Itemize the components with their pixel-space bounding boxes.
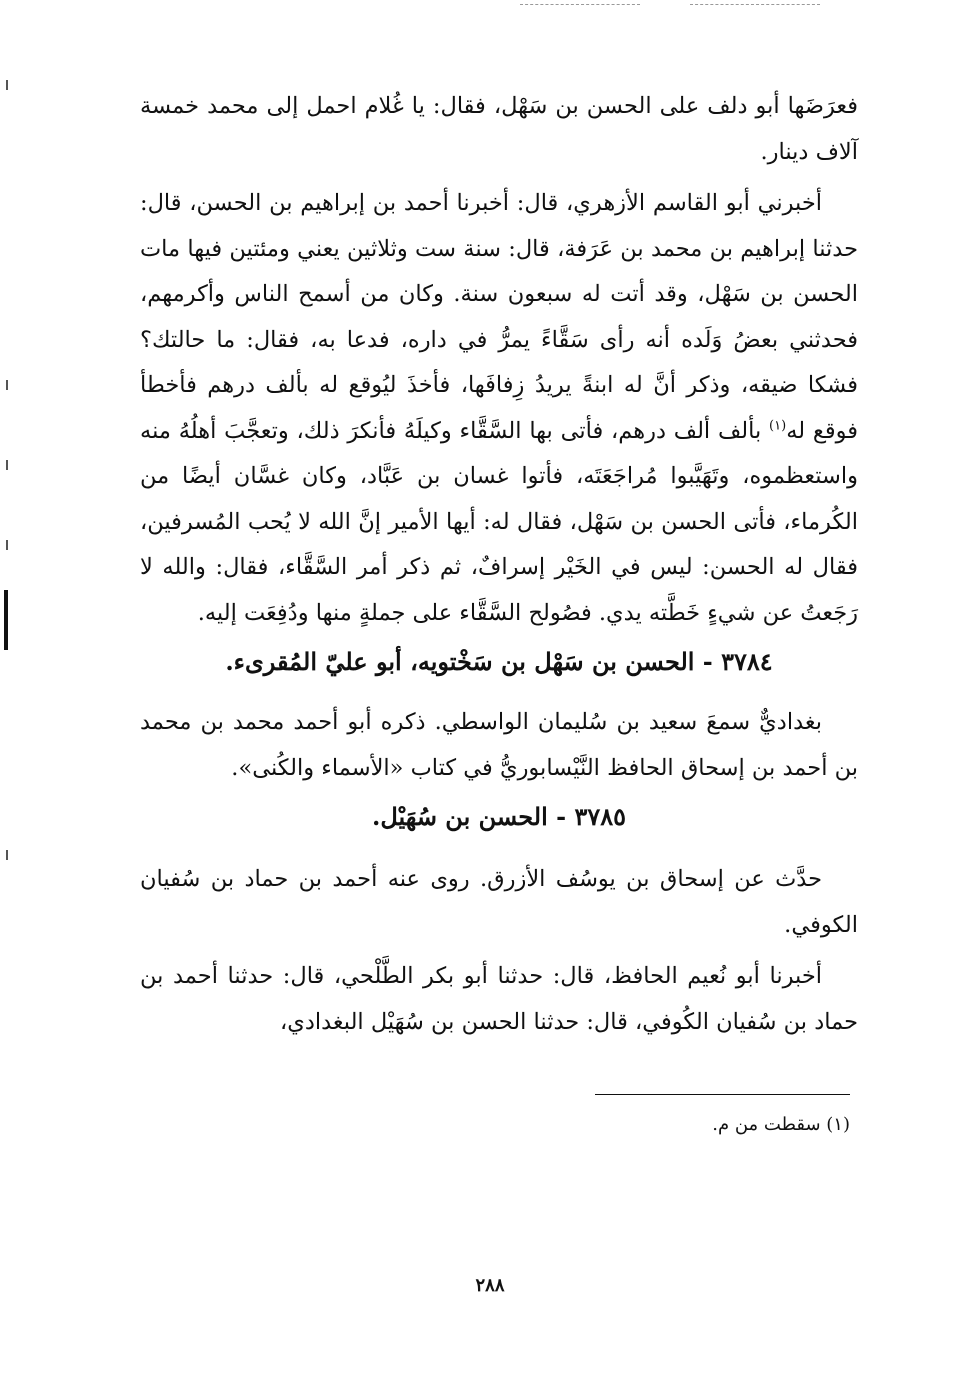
paragraph-1: فعرَضَها أبو دلف على الحسن بن سَهْل، فقال: يا غُلام احمل إلى محمد خمسة آلاف دينار. xyxy=(140,93,858,165)
paragraph-2-text: أخبرني أبو القاسم الأزهري، قال: أخبرنا أحمد بن إبراهيم بن الحسن، قال: حدثنا إبراهيم بن محمد بن عَرَفة، قال: سنة ست وثلاثين يعني ومئتين فيها مات الحسن بن سَهْل، وقد أتت له سبعون سنة. وكان من أسمح الناس وأكرمهم، فحدثني بعضُ وَلَده أنه رأى سَقَّاءً يمرُّ في داره، فدعا به، فقال: ما حالتك؟ فشكا ضيقه، وذكر أنَّ له ابنةً يريدُ زِفافَها، فأخذَ ليُوقع له بألف درهم فأخطأ فوقع له xyxy=(140,190,859,444)
entry-body-3785-isnad: أخبرنا أبو نُعيم الحافظ، قال: حدثنا أبو بكر الطَّلْحي، قال: حدثنا أحمد بن حماد بن سُفيان الكُوفي، قال: حدثنا الحسن بن سُهَيْل البغدادي، xyxy=(140,963,858,1035)
main-text xyxy=(140,84,858,1045)
footnote-reference: (١) xyxy=(769,418,787,433)
margin-scan-mark xyxy=(6,80,8,90)
margin-scan-mark xyxy=(6,850,8,860)
margin-scan-mark xyxy=(6,540,8,550)
top-edge-mark xyxy=(520,4,640,5)
paragraph-2-continuation: بألف ألف درهم، فأتى بها السَّقَّاء وكيلَهُ فأنكرَ ذلك، وتعجَّبَ أهلُهُ منه واستعظموه، وتَهَيَّبوا مُراجَعَتَه، فأتوا غسان بن عَبَّاد، وكان غسَّان أيضًا من الكُرماء، فأتى الحسن بن سَهْل، فقال له: أيها الأمير إنَّ الله لا يُحب المُسرفين، فقال له الحسن: ليس في الخَيْر إسرافٌ، ثم ذكر أمر السَّقَّاء، فقال: والله لا رَجَعتُ عن شيءٍ خَطَّته يدي. فصُولح السَّقَّاء على جملةٍ منها ودُفِعَت إليه. xyxy=(140,417,858,626)
entry-body-3784: بغداديٌّ سمعَ سعيد بن سُليمان الواسطي. ذكره أبو أحمد محمد بن محمد بن أحمد بن إسحاق الحافظ النَّيْسابوريُّ في كتاب «الأسماء والكُنى». xyxy=(140,709,858,781)
entry-heading-3785: ٣٧٨٥ - الحسن بن سُهَيْل. xyxy=(372,802,626,831)
paragraph-2 xyxy=(140,181,858,636)
footnote: (١) سقطت من م. xyxy=(712,1114,850,1135)
margin-scan-mark xyxy=(6,460,8,470)
entry-heading-3784: ٣٧٨٤ - الحسن بن سَهْل بن سَخْتويه، أبو عليّ المُقرىء. xyxy=(225,647,773,676)
margin-scan-mark xyxy=(4,590,8,650)
entry-body-3785: حدَّث عن إسحاق بن يوسُف الأزرق. روى عنه أحمد بن حماد بن سُفيان الكوفي. xyxy=(140,866,858,938)
margin-scan-mark xyxy=(6,380,8,390)
page-number: ٢٨٨ xyxy=(475,1275,505,1296)
footnote-divider xyxy=(595,1094,850,1095)
top-edge-mark xyxy=(690,4,820,5)
